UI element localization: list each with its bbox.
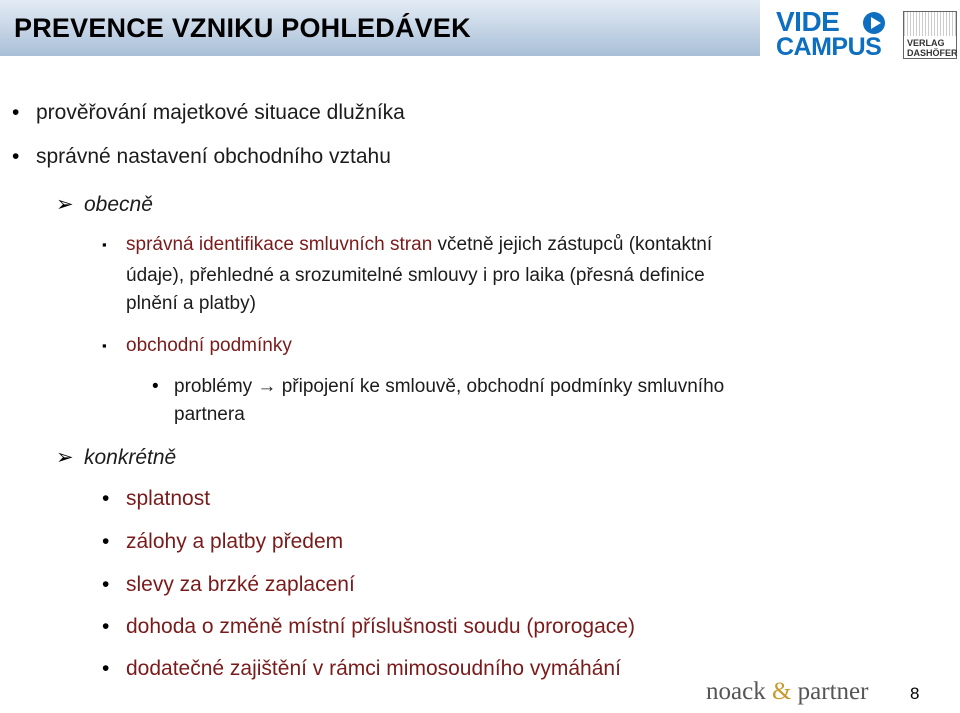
list-item (12, 98, 405, 128)
bullet-text: obchodní podmínky (126, 335, 292, 356)
slide-title: PREVENCE VZNIKU POHLEDÁVEK (14, 13, 471, 43)
bullet-text: prověřování majetkové situace dlužníka (36, 101, 405, 124)
sub-list-item-continuation: partnera (174, 404, 245, 425)
section-heading-obecne (56, 190, 153, 220)
list-item (102, 527, 344, 557)
page-number: 8 (910, 684, 920, 703)
arrow-marker: ➢ (56, 193, 74, 216)
verlag-logo-line1: VERLAG (907, 38, 945, 48)
videocampus-logo-line2: CAMPUS (776, 33, 882, 61)
list-item-continuation: plnění a platby) (126, 293, 256, 314)
bullet-text: dohoda o změně místní příslušnosti soudu (prorogace) (126, 615, 635, 638)
bullet-text: včetně jejich zástupců (kontaktní (432, 234, 713, 255)
bullet-marker: • (102, 530, 110, 553)
section-label: konkrétně (84, 446, 177, 469)
list-item (12, 142, 391, 172)
square-marker: ▪ (102, 338, 107, 353)
play-icon (862, 11, 886, 35)
section-label: obecně (84, 193, 153, 216)
bullet-marker: • (12, 101, 20, 124)
bullet-marker: • (12, 145, 20, 168)
arrow-marker: ➢ (56, 446, 74, 469)
list-item (102, 230, 713, 260)
bullet-text: slevy za brzké zaplacení (126, 573, 355, 596)
verlag-logo-line2: DASHÖFER (907, 48, 958, 58)
list-item (102, 570, 355, 600)
list-item (102, 484, 211, 514)
bullet-marker: • (152, 376, 159, 397)
list-item (102, 612, 635, 642)
bullet-text: správné nastavení obchodního vztahu (36, 145, 391, 168)
bullet-text: zálohy a platby předem (126, 530, 344, 553)
section-heading-konkretne (56, 443, 177, 473)
footer-logo-ampersand: & (771, 678, 792, 705)
bullet-text: dodatečné zajištění v rámci mimosoudního vymáhání (126, 657, 621, 680)
bullet-marker: • (102, 657, 110, 680)
title-bar (0, 0, 760, 56)
bullet-marker: • (102, 487, 110, 510)
footer-logo-part1: noack (706, 678, 772, 705)
list-item (102, 331, 292, 361)
verlag-dashofer-logo (903, 11, 957, 59)
bullet-marker: • (102, 615, 110, 638)
videocampus-logo (776, 8, 894, 60)
bullet-text-highlight: správná identifikace smluvních stran (126, 234, 433, 255)
bullet-text: splatnost (126, 487, 211, 510)
list-item-continuation: údaje), přehledné a srozumitelné smlouvy i pro laika (přesná definice (126, 265, 705, 286)
bullet-marker: • (102, 573, 110, 596)
footer-logo-part2: partner (791, 678, 869, 705)
square-marker: ▪ (102, 237, 107, 252)
verlag-logo-graphic (904, 12, 956, 36)
list-item (102, 654, 621, 684)
noack-partner-logo (706, 678, 868, 706)
videocampus-logo-line1: VIDE (776, 6, 840, 37)
sub-list-item (152, 372, 725, 402)
bullet-text: problémy → připojení ke smlouvě, obchodní podmínky smluvního (174, 376, 725, 397)
